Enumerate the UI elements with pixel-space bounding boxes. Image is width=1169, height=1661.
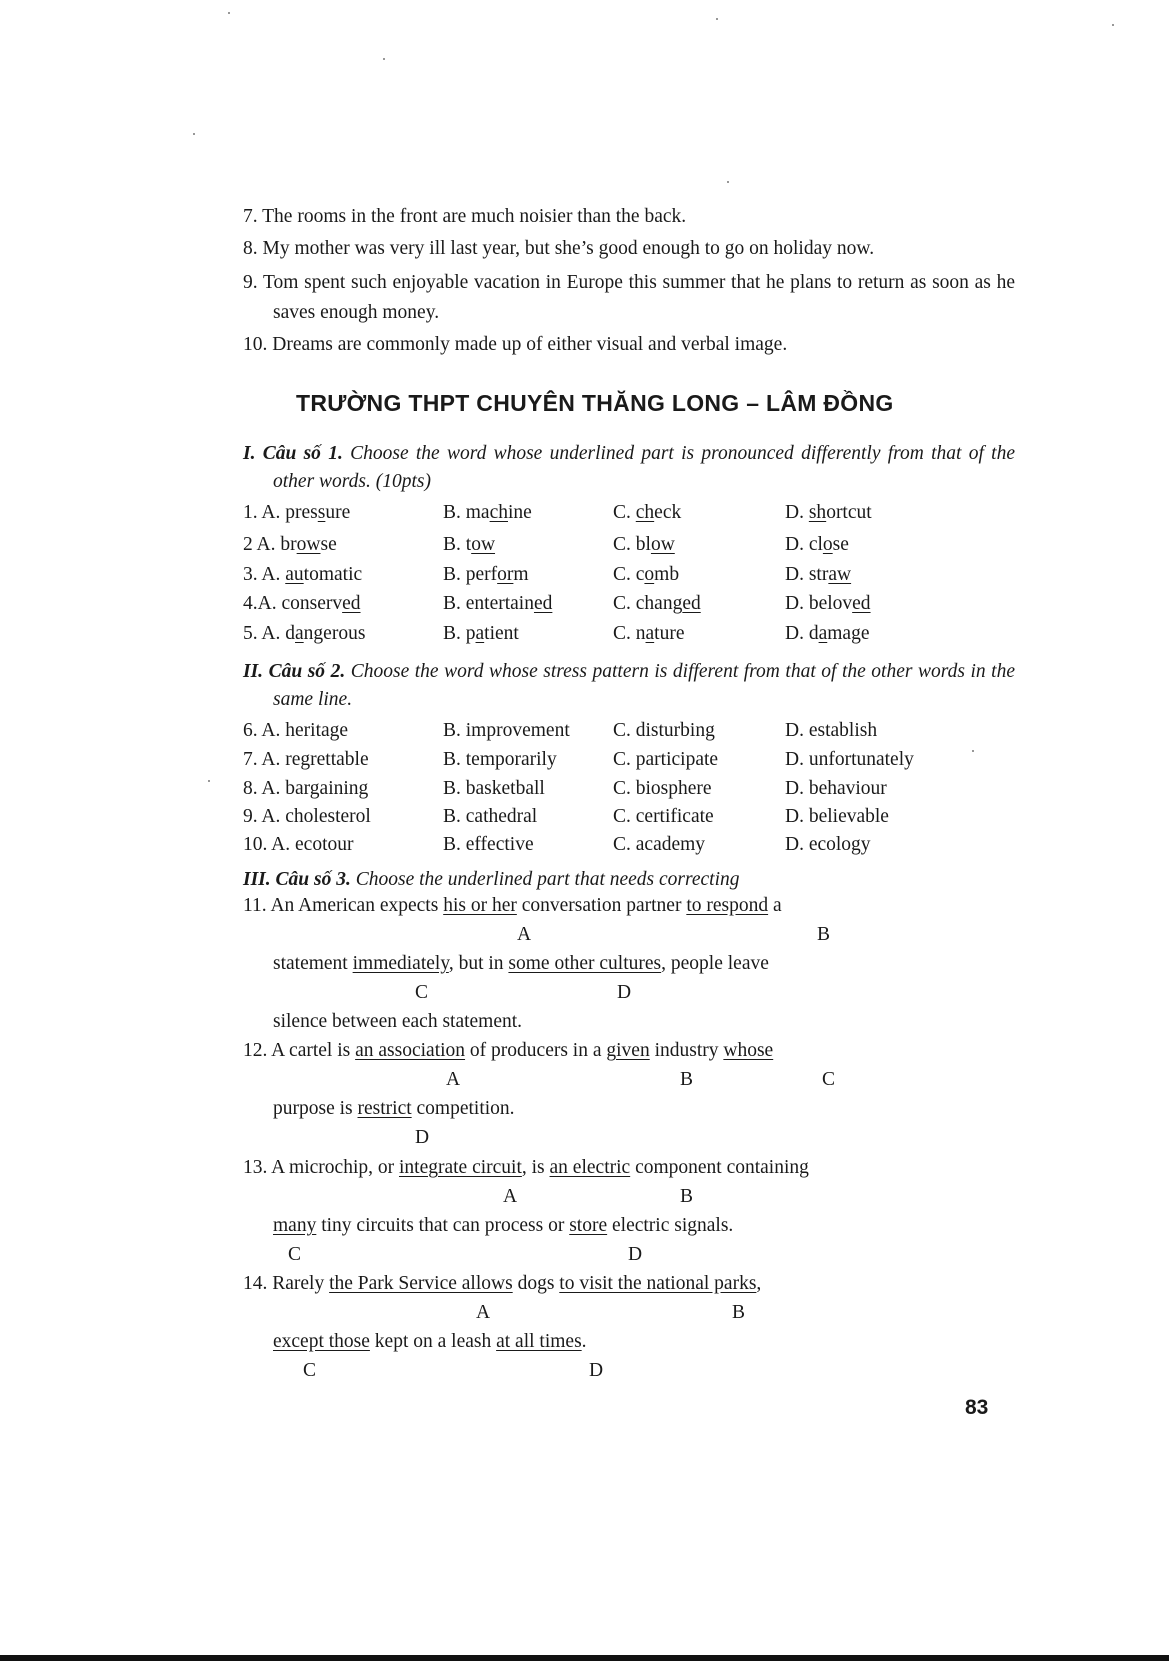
section-1-row-3-option-a: [243, 564, 362, 586]
item-number: 4.A.: [243, 593, 282, 614]
scan-speck: [208, 780, 210, 782]
school-title: TRƯỜNG THPT CHUYÊN THĂNG LONG – LÂM ĐỒNG: [296, 390, 894, 416]
q14-option-b: to visit the national parks: [559, 1273, 757, 1294]
section-2-row-9-option-b: B. cathedral: [443, 806, 538, 827]
text: conserv: [281, 593, 343, 614]
text: 13. A microchip, or: [243, 1157, 399, 1178]
section-2-row-6-option-d: D. establish: [785, 720, 878, 741]
section-2-row-8-option-a: 8. A. bargaining: [243, 778, 369, 799]
question-11-line-2: [273, 953, 769, 975]
section-1-row-1-option-b: [443, 502, 532, 524]
text: d: [285, 623, 296, 644]
question-14-line-2: [273, 1331, 587, 1353]
text: B. t: [443, 534, 472, 555]
q13-option-b: an electric: [549, 1157, 631, 1178]
q11-letter-d: D: [617, 982, 632, 1003]
text: ngerous: [303, 623, 366, 644]
text: C. chang: [613, 593, 683, 614]
q12-letter-b: B: [680, 1069, 694, 1090]
text: B. ma: [443, 502, 490, 523]
text: of producers in a: [465, 1040, 607, 1061]
q13-letter-b: B: [680, 1186, 694, 1207]
underlined-part: ow: [296, 534, 321, 555]
section-1-row-2-option-b: [443, 534, 495, 556]
text: ure: [325, 502, 351, 523]
item-number: 2 A.: [243, 534, 281, 555]
section-1-row-3-option-c: [613, 564, 679, 586]
q12-option-d: restrict: [357, 1098, 412, 1119]
text: , people leave: [661, 953, 769, 974]
text: electric signals.: [607, 1215, 734, 1236]
underlined-part: ed: [852, 593, 871, 614]
intro-item-10: 10. Dreams are commonly made up of either visual and verbal image.: [243, 334, 788, 355]
text: industry: [649, 1040, 724, 1061]
text: .: [581, 1331, 587, 1352]
q13-letter-c: C: [288, 1244, 302, 1265]
underlined-part: ch: [635, 502, 655, 523]
section-2-row-7-option-d: D. unfortunately: [785, 749, 914, 770]
section-1-row-3-option-d: [785, 564, 851, 586]
underlined-part: sh: [808, 502, 827, 523]
q14-letter-c: C: [303, 1360, 317, 1381]
text: m: [513, 564, 529, 585]
text: 11. An American expects: [243, 895, 444, 916]
text: competition.: [411, 1098, 515, 1119]
text: , is: [521, 1157, 550, 1178]
section-2-row-10-option-d: D. ecology: [785, 834, 871, 855]
text: component containing: [630, 1157, 809, 1178]
question-12-line-2: [273, 1098, 515, 1120]
section-1-row-1-option-a: [243, 502, 350, 524]
section-2-row-9-option-d: D. believable: [785, 806, 889, 827]
q11-option-c: immediately: [352, 953, 449, 974]
text: ine: [508, 502, 532, 523]
text: D. belov: [785, 593, 853, 614]
underlined-part: ow: [650, 534, 675, 555]
scan-speck: [727, 181, 729, 183]
q11-letter-b: B: [817, 924, 831, 945]
text: C. n: [613, 623, 646, 644]
text: dogs: [512, 1273, 560, 1294]
q11-option-a: his or her: [443, 895, 517, 916]
underlined-part: ed: [682, 593, 701, 614]
text: mb: [654, 564, 680, 585]
scan-speck: [716, 18, 718, 20]
section-2-row-8-option-c: C. biosphere: [613, 778, 712, 799]
intro-item-9: 9. Tom spent such enjoyable vacation in Europe this summer that he plans to return as soon as he saves enough money.: [243, 272, 1015, 323]
text: ,: [756, 1273, 762, 1294]
text: pres: [285, 502, 318, 523]
q12-letter-d: D: [415, 1127, 430, 1148]
section-1-row-3-option-b: [443, 564, 529, 586]
section-1-instruction: Choose the word whose underlined part is pronounced differently from that of the other words. (10pts): [273, 443, 1015, 492]
question-11-line-3: silence between each statement.: [273, 1011, 523, 1032]
text: se: [320, 534, 337, 555]
section-2-row-8-option-d: D. behaviour: [785, 778, 887, 799]
q13-option-c: many: [273, 1215, 317, 1236]
section-1-row-5-option-c: [613, 623, 685, 645]
q11-option-b: to respond: [686, 895, 769, 916]
text: se: [832, 534, 849, 555]
section-2-row-8-option-b: B. basketball: [443, 778, 545, 799]
page-bottom-edge: [0, 1655, 1169, 1661]
item-number: 5. A.: [243, 623, 286, 644]
section-2-heading: [243, 658, 1015, 714]
item-number: 1. A.: [243, 502, 286, 523]
text: statement: [273, 953, 353, 974]
scan-speck: [193, 133, 195, 135]
text: B. perf: [443, 564, 498, 585]
underlined-part: aw: [828, 564, 852, 585]
scan-speck: [972, 750, 974, 752]
section-1-row-5-option-a: [243, 623, 365, 645]
question-13-line-1: [243, 1157, 809, 1179]
section-2-label: II. Câu số 2.: [243, 661, 346, 682]
section-2-row-10-option-a: 10. A. ecotour: [243, 834, 354, 855]
question-13-line-2: [273, 1215, 733, 1237]
section-1-row-4-option-d: [785, 593, 871, 615]
text: D. cl: [785, 534, 823, 555]
text: br: [280, 534, 297, 555]
section-2-row-9-option-c: C. certificate: [613, 806, 714, 827]
section-2-row-10-option-c: C. academy: [613, 834, 706, 855]
underlined-part: o: [822, 534, 833, 555]
underlined-part: a: [818, 623, 828, 644]
q14-option-a: the Park Service allows: [329, 1273, 513, 1294]
text: ture: [654, 623, 685, 644]
q12-letter-c: C: [822, 1069, 836, 1090]
q12-option-a: an association: [355, 1040, 466, 1061]
q12-option-c: whose: [723, 1040, 774, 1061]
section-1-row-4-option-b: [443, 593, 552, 615]
section-1-row-2-option-a: [243, 534, 337, 556]
text: eck: [654, 502, 682, 523]
q11-letter-c: C: [415, 982, 429, 1003]
section-1-row-4-option-a: [243, 593, 361, 615]
text: B. entertain: [443, 593, 534, 614]
text: C.: [613, 502, 636, 523]
question-11-line-1: [243, 895, 782, 917]
q12-option-b: given: [606, 1040, 650, 1061]
section-2-row-6-option-c: C. disturbing: [613, 720, 715, 741]
q14-option-c: except those: [273, 1331, 370, 1352]
section-2-instruction: Choose the word whose stress pattern is different from that of the other words in the same line.: [273, 661, 1015, 710]
question-12-line-1: [243, 1040, 773, 1062]
section-2-row-7-option-b: B. temporarily: [443, 749, 557, 770]
q14-letter-b: B: [732, 1302, 746, 1323]
underlined-part: ch: [489, 502, 508, 523]
underlined-part: ow: [471, 534, 496, 555]
text: a: [768, 895, 782, 916]
q13-option-d: store: [569, 1215, 608, 1236]
section-2-row-6-option-b: B. improvement: [443, 720, 570, 741]
text: D. d: [785, 623, 819, 644]
text: D. str: [785, 564, 829, 585]
text: purpose is: [273, 1098, 358, 1119]
text: B. p: [443, 623, 476, 644]
page-number: 83: [965, 1396, 989, 1419]
section-3-heading: [243, 866, 985, 894]
underlined-part: o: [644, 564, 655, 585]
text: , but in: [448, 953, 509, 974]
intro-item-7: 7. The rooms in the front are much noisier than the back.: [243, 206, 687, 227]
text: tiny circuits that can process or: [316, 1215, 570, 1236]
q12-letter-a: A: [446, 1069, 461, 1090]
underlined-part: ed: [533, 593, 553, 614]
text: C. bl: [613, 534, 651, 555]
section-2-row-10-option-b: B. effective: [443, 834, 534, 855]
underlined-part: or: [497, 564, 514, 585]
section-1-row-1-option-c: [613, 502, 681, 524]
text: tomatic: [303, 564, 363, 585]
section-3-instruction: Choose the underlined part that needs correcting: [355, 869, 740, 890]
section-2-row-7-option-a: 7. A. regrettable: [243, 749, 369, 770]
text: ortcut: [826, 502, 872, 523]
underlined-part: a: [295, 623, 304, 644]
section-2-row-9-option-a: 9. A. cholesterol: [243, 806, 371, 827]
scan-speck: [383, 58, 385, 60]
q13-letter-d: D: [628, 1244, 643, 1265]
text: D.: [785, 502, 809, 523]
text: mage: [827, 623, 870, 644]
text: 14. Rarely: [243, 1273, 330, 1294]
q13-option-a: integrate circuit: [398, 1157, 522, 1178]
underlined-part: s: [317, 502, 326, 523]
underlined-part: au: [285, 564, 304, 585]
section-1-label: I. Câu số 1.: [243, 443, 343, 464]
section-1-row-2-option-c: [613, 534, 675, 556]
intro-item-8: 8. My mother was very ill last year, but she’s good enough to go on holiday now.: [243, 238, 875, 259]
scan-speck: [228, 12, 230, 14]
section-1-row-1-option-d: [785, 502, 872, 524]
scan-speck: [1112, 24, 1114, 26]
text: tient: [484, 623, 519, 644]
q11-option-d: some other cultures: [508, 953, 662, 974]
text: C. c: [613, 564, 645, 585]
section-2-row-7-option-c: C. participate: [613, 749, 719, 770]
underlined-part: ed: [342, 593, 361, 614]
section-1-row-5-option-b: [443, 623, 519, 645]
text: kept on a leash: [369, 1331, 497, 1352]
section-1-row-2-option-d: [785, 534, 849, 556]
underlined-part: a: [645, 623, 655, 644]
q14-option-d: at all times: [496, 1331, 582, 1352]
section-2-row-6-option-a: 6. A. heritage: [243, 720, 349, 741]
underlined-part: a: [475, 623, 485, 644]
q13-letter-a: A: [503, 1186, 518, 1207]
section-1-row-5-option-d: [785, 623, 869, 645]
section-1-row-4-option-c: [613, 593, 701, 615]
q11-letter-a: A: [517, 924, 532, 945]
item-number: 3. A.: [243, 564, 286, 585]
text: conversation partner: [516, 895, 687, 916]
question-14-line-1: [243, 1273, 761, 1295]
text: 12. A cartel is: [243, 1040, 356, 1061]
q14-letter-d: D: [589, 1360, 604, 1381]
q14-letter-a: A: [476, 1302, 491, 1323]
section-1-heading: [243, 440, 1015, 496]
section-3-label: III. Câu số 3.: [243, 869, 351, 890]
